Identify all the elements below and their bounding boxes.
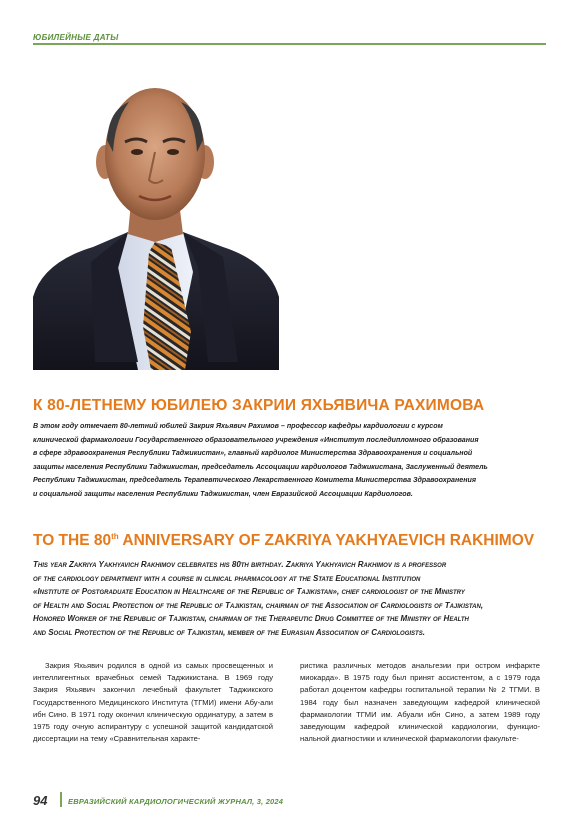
abstract-ru-line: защиты населения Республики Таджикистан, председатель Ассоциации кардиологов Таджикистана, Заслуженный деятель bbox=[33, 462, 488, 471]
body-column-right: ристика различных методов анальгезии при остром инфаркте миокарда». В 1975 году был принят ассистентом, а с 1979 года работал доцентом кафедры госпитальной терапии № 2 ТГМИ. В 1984 году был назначен заведующим кафедрой клинической фармакологии ТГМИ им. Абуали ибн Сино, а затем 1989 году заведующим кафедрой клинической кардиологии, функцио-нальной диагностики и клинической фармакологии факульте- bbox=[300, 661, 540, 744]
abstract-en-line: «Institute of Postgraduate Education in Healthcare of the Republic of Tajikistan», chief cardiologist of the Ministry bbox=[33, 587, 465, 596]
title-en-prefix: TO THE 80 bbox=[33, 532, 112, 549]
abstract-en-line: of the cardiology department with a course in clinical pharmacology at the State Educational Institution bbox=[33, 573, 421, 583]
article-title-en bbox=[33, 532, 553, 550]
abstract-ru-line: и социальной защиты населения Республики Таджикистан, член Евразийской Ассоциации Кардиологов. bbox=[33, 489, 413, 498]
abstract-ru-line: в сфере здравоохранения Республики Таджикистан», главный кардиолог Министерства Здравоохранения и социальной bbox=[33, 449, 473, 457]
abstract-ru-line: Республики Таджикистан, председатель Терапевтического Лекарственного Комитета Министерства Здравоохранения bbox=[33, 476, 476, 484]
abstract-en bbox=[33, 558, 543, 639]
portrait-photo bbox=[33, 62, 279, 370]
title-en-suffix: ANNIVERSARY OF ZAKRIYA YAKHYAEVICH RAKHIMOV bbox=[118, 532, 535, 549]
page-number: 94 bbox=[33, 793, 48, 808]
title-en-sup: th bbox=[111, 532, 119, 541]
journal-name: ЕВРАЗИЙСКИЙ КАРДИОЛОГИЧЕСКИЙ ЖУРНАЛ, 3, 2024 bbox=[68, 797, 284, 806]
abstract-ru-line: клинической фармакологии Государственного образовательного учреждения «Институт последипломного образования bbox=[33, 435, 479, 444]
abstract-en-line: This year Zakriya Yakhyavich Rakhimov celebrates his 80th birthday. Zakriya Yakhyavich Rakhimov is a professor bbox=[33, 560, 447, 569]
abstract-ru-line: В этом году отмечает 80-летний юбилей Закрия Яхьявич Рахимов – профессор кафедры кардиологии с курсом bbox=[33, 422, 443, 430]
header-rule bbox=[33, 43, 546, 45]
abstract-en-line: Honored Worker of the Republic of Tajikistan, chairman of the Therapeutic Drug Committee of the Ministry of Health bbox=[33, 614, 469, 623]
abstract-en-line: of Health and Social Protection of the Republic of Tajikistan, chairman of the Association of Cardiologists of Tajikistan, bbox=[33, 600, 484, 610]
section-label: ЮБИЛЕЙНЫЕ ДАТЫ bbox=[33, 33, 119, 42]
footer-divider bbox=[60, 792, 62, 807]
abstract-en-line: and Social Protection of the Republic of Tajikistan, member of the Eurasian Association of Cardiologists. bbox=[33, 627, 425, 637]
article-title-ru: К 80-ЛЕТНЕМУ ЮБИЛЕЮ ЗАКРИИ ЯХЬЯВИЧА РАХИМОВА bbox=[33, 397, 485, 414]
body-column-left: Закрия Яхьявич родился в одной из самых просвещенных и интеллигентных врачебных семей Таджикистана. В 1969 году Закрия Яхьявич закончил лечебный факультет Таджикского Государственного Медицинского Института (ТГМИ) имени Абу-али ибн Сино. В 1971 году окончил клиническую ординатуру, а затем в 1975 году очную аспирантуру с успешной защитой кандидатской диссертации на тему «Сравнительная характе- bbox=[33, 661, 273, 744]
abstract-ru bbox=[33, 420, 543, 501]
